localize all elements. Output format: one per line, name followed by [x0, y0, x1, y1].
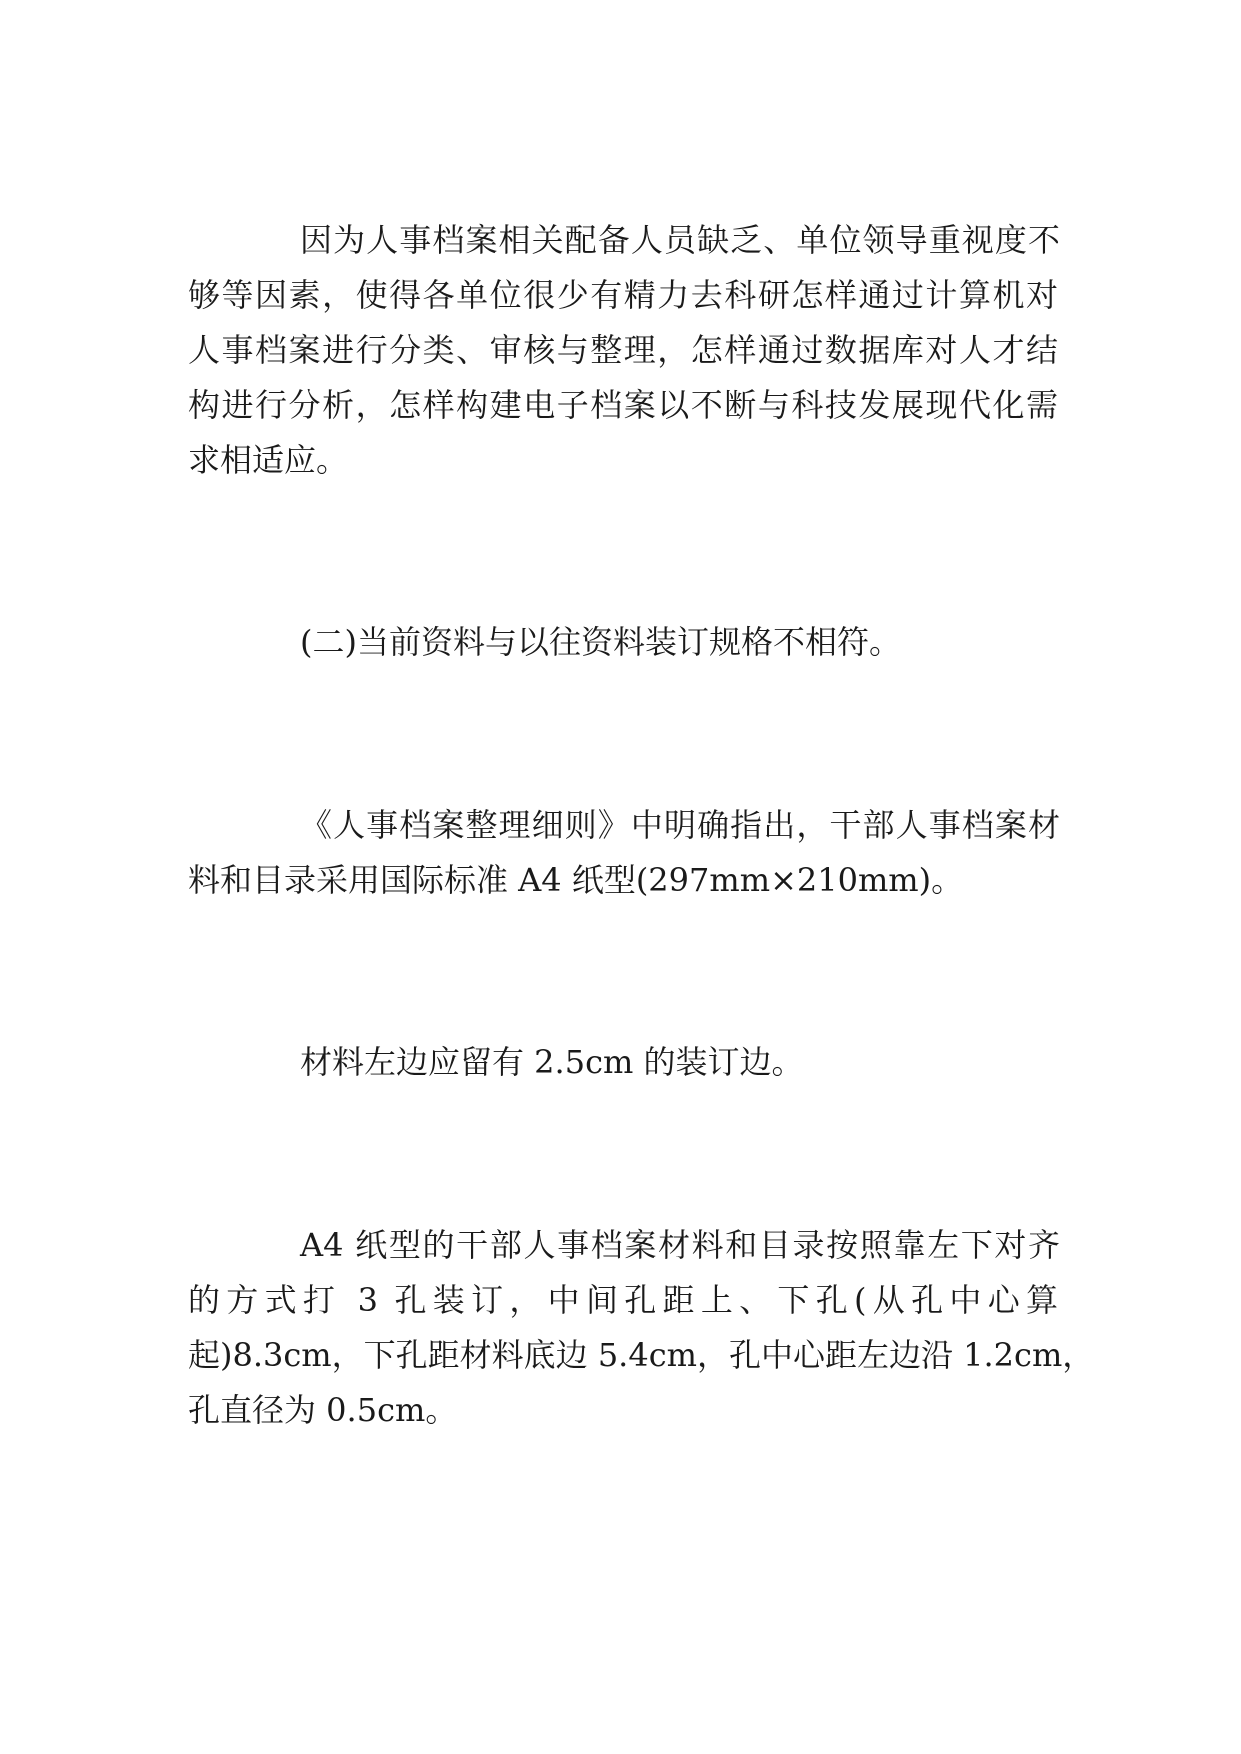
paragraph-line: 起)8.3cm，下孔距材料底边 5.4cm，孔中心距左边沿 1.2cm，	[188, 1336, 1095, 1374]
paragraph-line: 料和目录采用国际标准 A4 纸型(297mm×210mm)。	[188, 861, 964, 899]
paragraph-line: 求相适应。	[188, 441, 349, 479]
paragraph-line: 的方式打 3 孔装订，中间孔距上、下孔(从孔中心算	[188, 1281, 1058, 1319]
paragraph-line: A4 纸型的干部人事档案材料和目录按照靠左下对齐	[300, 1226, 1060, 1264]
paragraph-line: 孔直径为 0.5cm。	[188, 1391, 458, 1429]
heading-line: (二)当前资料与以往资料装订规格不相符。	[300, 623, 901, 661]
paragraph-line: 构进行分析，怎样构建电子档案以不断与科技发展现代化需	[188, 386, 1058, 424]
paragraph-line: 材料左边应留有 2.5cm 的装订边。	[300, 1043, 804, 1081]
paragraph-line: 《人事档案整理细则》中明确指出，干部人事档案材	[300, 806, 1060, 844]
paragraph-line: 够等因素，使得各单位很少有精力去科研怎样通过计算机对	[188, 276, 1058, 314]
paragraph-line: 因为人事档案相关配备人员缺乏、单位领导重视度不	[300, 221, 1060, 259]
paragraph-line: 人事档案进行分类、审核与整理，怎样通过数据库对人才结	[188, 331, 1058, 369]
